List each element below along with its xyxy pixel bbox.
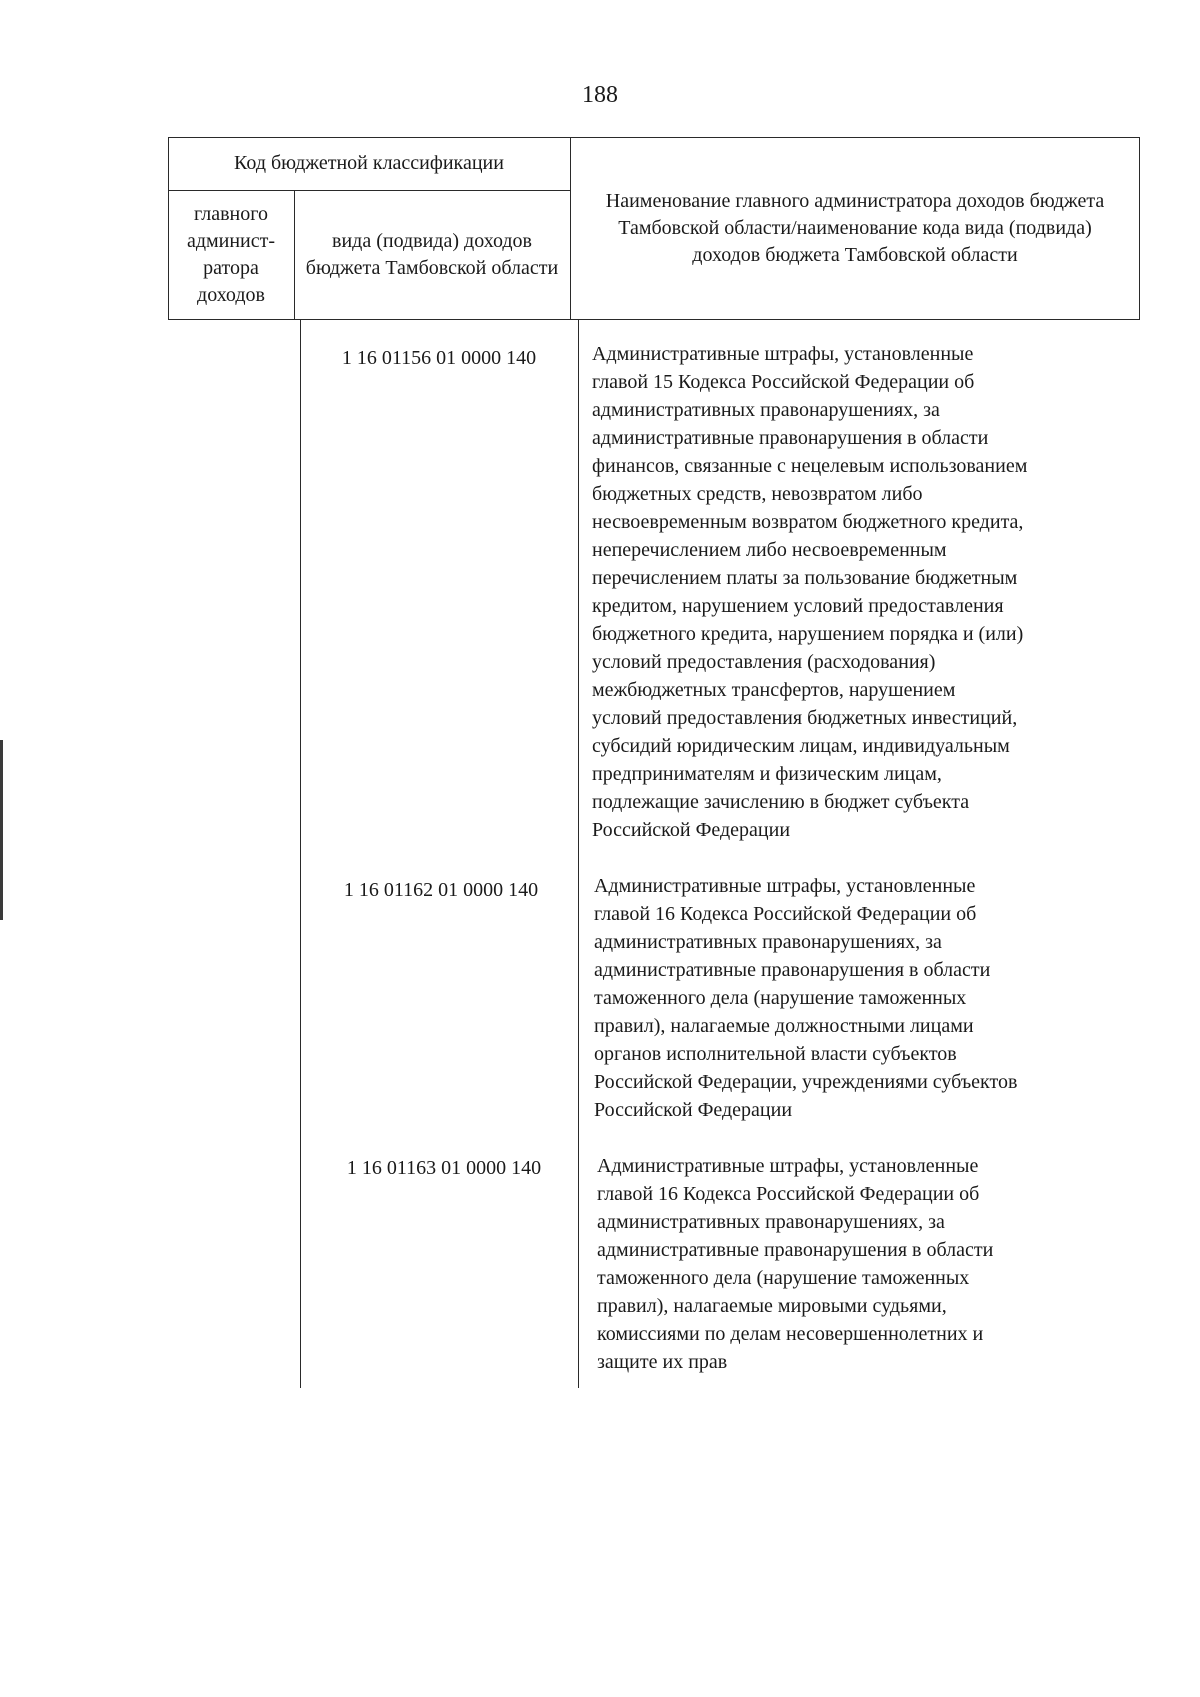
description-line: административные правонарушения в области xyxy=(592,427,989,449)
description-line: главой 15 Кодекса Российской Федерации об xyxy=(592,371,975,393)
description-line: Российской Федерации, учреждениями субъектов xyxy=(594,1071,1018,1093)
header-name-column xyxy=(570,137,1140,320)
body-column-divider-right xyxy=(578,320,579,1388)
description-line: бюджетных средств, невозвратом либо xyxy=(592,483,923,505)
row-1-code: 1 16 01156 01 0000 140 xyxy=(341,347,537,369)
description-line: главой 16 Кодекса Российской Федерации об xyxy=(597,1183,980,1205)
description-line: Административные штрафы, установленные xyxy=(597,1155,979,1177)
description-line: Российской Федерации xyxy=(592,819,791,841)
description-line: неперечислением либо несвоевременным xyxy=(592,539,947,561)
header-admin-column xyxy=(168,190,294,320)
header-admin-column-text: главного админист-ратора доходов xyxy=(186,203,276,306)
description-line: правил), налагаемые должностными лицами xyxy=(594,1015,974,1037)
description-line: правил), налагаемые мировыми судьями, xyxy=(597,1295,947,1317)
description-line: таможенного дела (нарушение таможенных xyxy=(594,987,967,1009)
header-kind-column xyxy=(294,190,570,320)
body-column-divider-left xyxy=(300,320,301,1388)
description-line: административных правонарушениях, за xyxy=(594,931,942,953)
description-line: административных правонарушениях, за xyxy=(597,1211,945,1233)
header-kbk-title xyxy=(168,137,570,190)
description-line: органов исполнительной власти субъектов xyxy=(594,1043,957,1065)
description-line: административных правонарушениях, за xyxy=(592,399,940,421)
description-line: главой 16 Кодекса Российской Федерации об xyxy=(594,903,977,925)
row-2-code: 1 16 01162 01 0000 140 xyxy=(343,879,539,901)
description-line: подлежащие зачислению в бюджет субъекта xyxy=(592,791,970,813)
description-line: Российской Федерации xyxy=(594,1099,793,1121)
description-line: административные правонарушения в области xyxy=(594,959,991,981)
row-3-code: 1 16 01163 01 0000 140 xyxy=(346,1157,542,1179)
description-line: защите их прав xyxy=(597,1351,728,1373)
header-kind-column-text: вида (подвида) доходов бюджета Тамбовской области xyxy=(305,230,559,279)
description-line: кредитом, нарушением условий предоставления xyxy=(592,595,1004,617)
description-line: перечислением платы за пользование бюджетным xyxy=(592,567,1018,589)
description-line: несвоевременным возвратом бюджетного кредита, xyxy=(592,511,1024,533)
description-line: бюджетного кредита, нарушением порядка и (или) xyxy=(592,623,1024,645)
row-3-description xyxy=(597,1152,1142,1376)
description-line: межбюджетных трансфертов, нарушением xyxy=(592,679,956,701)
header-name-column-text: Наименование главного администратора доходов бюджета Тамбовской области/наименование кода вида (подвида) доходов бюджета Тамбовской области xyxy=(605,190,1105,266)
description-line: комиссиями по делам несовершеннолетних и xyxy=(597,1323,984,1345)
description-line: административные правонарушения в области xyxy=(597,1239,994,1261)
description-line: предпринимателям и физическим лицам, xyxy=(592,763,942,785)
description-line: таможенного дела (нарушение таможенных xyxy=(597,1267,970,1289)
description-line: финансов, связанные с нецелевым использованием xyxy=(592,455,1028,477)
description-line: Административные штрафы, установленные xyxy=(594,875,976,897)
scan-edge-artifact xyxy=(0,740,3,920)
row-2-description xyxy=(594,872,1139,1124)
description-line: условий предоставления (расходования) xyxy=(592,651,936,673)
description-line: условий предоставления бюджетных инвестиций, xyxy=(592,707,1018,729)
page-number: 188 xyxy=(582,82,618,108)
row-1-description xyxy=(592,340,1137,844)
description-line: Административные штрафы, установленные xyxy=(592,343,974,365)
header-kbk-title-text: Код бюджетной классификации xyxy=(234,152,504,174)
description-line: субсидий юридическим лицам, индивидуальным xyxy=(592,735,1010,757)
